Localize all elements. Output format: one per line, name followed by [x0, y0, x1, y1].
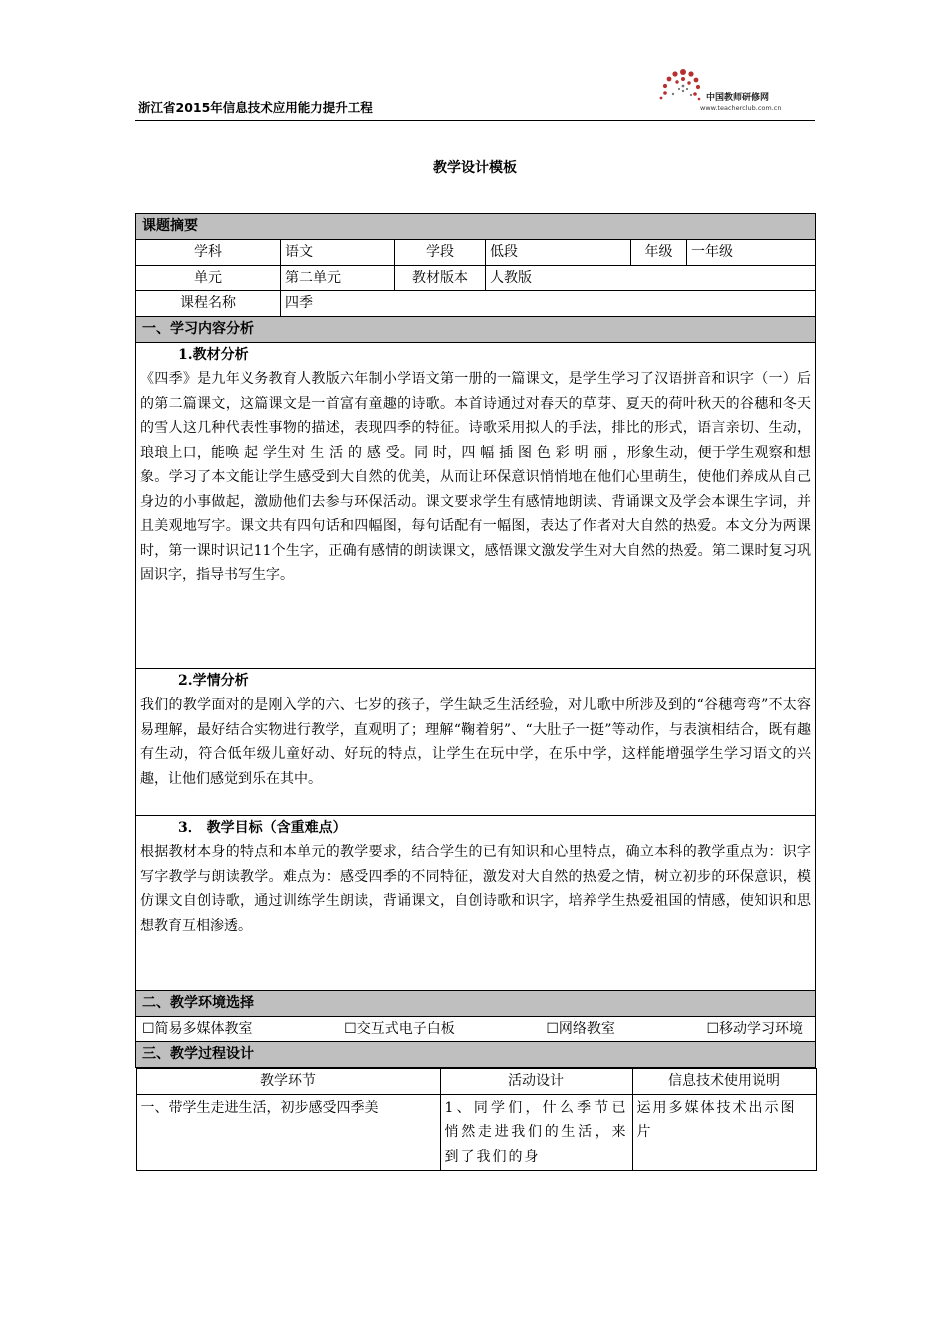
grade-value: 一年级 — [687, 240, 816, 266]
row1-tech: 运用多媒体技术出示图片 — [632, 1094, 816, 1170]
flower-logo-icon — [653, 64, 705, 104]
teacherclub-logo — [653, 64, 793, 114]
course-value: 四季 — [281, 291, 816, 317]
row1-activity: 1、同学们，什么季节已悄然走进我们的生活，来到了我们的身 — [440, 1094, 632, 1170]
process-table-wrapper — [136, 1068, 816, 1171]
subject-value: 语文 — [281, 240, 395, 266]
subject-label: 学科 — [136, 240, 281, 266]
stage-label: 学段 — [395, 240, 486, 266]
process-table — [136, 1068, 817, 1171]
lesson-plan-table — [135, 213, 816, 1171]
unit-label: 单元 — [136, 265, 281, 291]
teaching-goals-title: 3． 教学目标（含重难点） — [178, 819, 347, 836]
logo-url: www.teacherclub.com.cn — [700, 104, 782, 112]
course-label: 课程名称 — [136, 291, 281, 317]
row1-stage: 一、带学生走进生活，初步感受四季美 — [136, 1094, 440, 1170]
learner-analysis-cell — [136, 668, 816, 815]
col-activity-header: 活动设计 — [440, 1069, 632, 1095]
edition-value: 人教版 — [486, 265, 816, 291]
document-title: 教学设计模板 — [433, 160, 517, 176]
section3-heading: 三、教学过程设计 — [136, 1042, 816, 1068]
material-analysis-title: 1.教材分析 — [178, 346, 249, 363]
teaching-goals-cell — [136, 815, 816, 990]
project-title: 浙江省2015年信息技术应用能力提升工程 — [138, 100, 373, 115]
summary-heading: 课题摘要 — [136, 214, 816, 240]
col-tech-header: 信息技术使用说明 — [632, 1069, 816, 1095]
section2-heading: 二、教学环境选择 — [136, 990, 816, 1016]
learner-analysis-text: 我们的教学面对的是刚入学的六、七岁的孩子，学生缺乏生活经验，对儿歌中所涉及到的“谷穗弯弯”不太容易理解，最好结合实物进行教学，直观明了；理解“鞠着躬”、“大肚子一挺”等动作，与表演相结合，既有趣有生动，符合低年级儿童好动、好玩的特点，让学生在玩中学，在乐中学，这样能增强学生学习语文的兴趣，让他们感觉到乐在其中。 — [140, 697, 812, 787]
page-header — [135, 64, 815, 121]
environment-options — [136, 1016, 816, 1042]
material-analysis-text: 《四季》是九年义务教育人教版六年制小学语文第一册的一篇课文，是学生学习了汉语拼音和识字（一）后的第二篇课文，这篇课文是一首富有童趣的诗歌。本首诗通过对春天的草芽、夏天的荷叶秋天的谷穗和冬天的雪人这几种代表性事物的描述，表现四季的特征。诗歌采用拟人的手法，排比的形式，语言亲切、生动，琅琅上口，能唤 起 学生对 生 活 的 感 受。同 时，四 幅 插 图 色 彩 明 丽 ，形象生动，便于学生观察和想象。学习了本文能让学生感受到大自然的优美，从而让环保意识悄悄地在他们心里萌生，使他们养成从自己身边的小事做起，激励他们去参与环保活动。课文要求学生有感情地朗读、背诵课文及学会本课生字词，并且美观地写字。课文共有四句话和四幅图，每句话配有一幅图，表达了作者对大自然的热爱。本文分为两课时，第一课时识记11个生字，正确有感情的朗读课文，感悟课文激发学生对大自然的热爱。第二课时复习巩固识字，指导书写生字。 — [140, 371, 812, 583]
env-option-simple-multimedia[interactable]: ☐简易多媒体教室 — [142, 1020, 253, 1037]
stage-value: 低段 — [486, 240, 631, 266]
edition-label: 教材版本 — [395, 265, 486, 291]
unit-value: 第二单元 — [281, 265, 395, 291]
teaching-goals-text: 根据教材本身的特点和本单元的教学要求，结合学生的已有知识和心里特点，确立本科的教学重点为：识字写字教学与朗读教学。难点为：感受四季的不同特征，激发对大自然的热爱之情，树立初步的环保意识，模仿课文自创诗歌，通过训练学生朗读，背诵课文，自创诗歌和识字，培养学生热爱祖国的情感，使知识和思想教育互相渗透。 — [140, 844, 812, 934]
learner-analysis-title: 2.学情分析 — [178, 672, 249, 689]
env-option-whiteboard[interactable]: ☐交互式电子白板 — [344, 1020, 455, 1037]
col-stage-header: 教学环节 — [136, 1069, 440, 1095]
material-analysis-cell — [136, 342, 816, 668]
grade-label: 年级 — [631, 240, 687, 266]
section1-heading: 一、学习内容分析 — [136, 316, 816, 342]
env-option-network-classroom[interactable]: ☐网络教室 — [546, 1020, 615, 1037]
env-option-mobile-learning[interactable]: ☐移动学习环境 — [706, 1020, 804, 1037]
logo-name: 中国教师研修网 — [706, 93, 770, 103]
